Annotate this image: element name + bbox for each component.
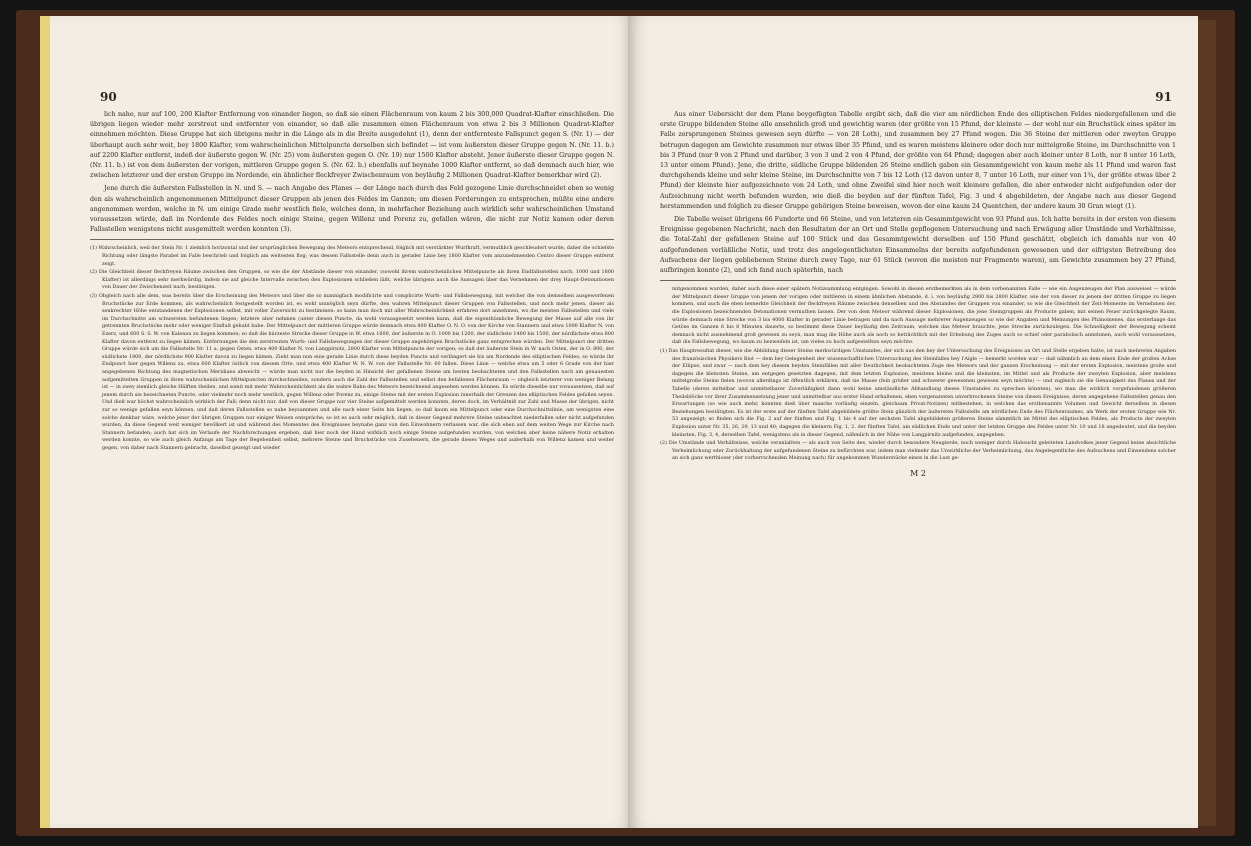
footnote: mitgenommen wurden, daher auch diese einer spätern Notizsammlung entgingen. Sowohl in diesen erstbemerkten als in dem vorbenannten Falle — wie ein Augenzeugen der Plan ausweiset — würde der Mittelpunct dieser Gruppe von jenem der vorigen oder mittleren in einem ähnlichen Abstande, d. i. von beyläufig 2800 bis 2800 Klafter, wie der von dieser zu jenem der dritten Gruppe zu liegen kommen, und auch die eben bemerkte Gleichheit der fleckfreyen Räume zwischen denselben und des Abstandes der Gruppen von einander, so wie die Gleichheit der Zeit-Momente im Vernehmen der, die Explosionen bezeichnenden Detonationen vermuthen lassen. Der von dem Meteor während dieser Explosionen, die jene Steingruppen als Producte gaben, mit seinen Feuer zurückgelegte Raum, würde demnach eine Strecke von 3 bis 4000 Klafter in gerader Linie betragen und da nach Aussage mehrerer Augenzeugen so wie der Angaben und Meinungen des Phänomenes, das ersterlange das Getöse im Ganzen 6 bis 8 Minuten dauerte, so bestimmt diese Dauer beyläufig den Zeitraum, welchen das Meteor brauchte, jene Strecke zurückzulegen. Die Schnelligkeit der Bewegung scheint demnach nicht ausnehmend groß gewesen zu seyn, man mag die Höhe auch als noch so beträchtlich mit der Erhebung des Zuges auch so schief oder parabolisch annehmen, auch wohl voraussetzen, daß die Fallsbewegung, wo kaum zu bezweifeln ist, um vieles zu hoch aufgestellten seyn möchte. bbox=[672, 286, 1176, 346]
left-text-column bbox=[90, 110, 614, 453]
right-page bbox=[628, 16, 1198, 828]
footnote-separator bbox=[660, 280, 1176, 281]
body-paragraph: Die Tabelle weiset übrigens 66 Fundorte und 66 Steine, und von letzteren ein Gesammtgewicht von 93 Pfund aus. Ich hatte bereits in der ersten von diesem Ereignisse gegebenen Nachricht, nach den Resultaten der an Ort und Stelle gepflogenen Untersuchung und nach Erwägung aller Umstände und Verhältnisse, die Total-Zahl der gefallenen Steine auf 100 Stück und das Gesammtgewicht derselben auf 150 Pfund geschätzt, obgleich ich damahls nur von 40 aufgefundenen verläßliche Notiz, und trotz des angelegentlichsten Einsammelns der bereits aufgefundenen gewesenen und der eifrigsten Betreibung des Aufsuchens der liegen gebliebenen Steine durch zwey Tage, nur 61 Stück (wovon die meisten nur Fragmente waren), am Gewichte zusammen bey 27 Pfund, aufbringen konnte (2), und ich fand auch späterhin, nach bbox=[660, 216, 1176, 275]
footnote-separator bbox=[90, 239, 614, 240]
body-paragraph: Jene durch die äußersten Fallsstellen in N. und S. — nach Angabe des Planes — der Länge nach durch das Feld gezogene Linie durchschneidet eben so wenig den als wahrscheinlich angenommenen Mittelpunct dieser Gruppen als jenen des Feldes im Ganzen; um diesen Forderungen zu entsprechen, müßte eine andere angenommen werden, welche in N. um einige Grade mehr westlich fiele, welches denn, in mehrfacher Beziehung auch wirklich sehr wahrscheinlichen Umstand voraussetzen würde, daß im Nordende des Feldes noch einige Steine, gegen Willenz und Porenz zu, gefallen wären, die nicht zur Notiz kamen oder deren Fallsstellen wenigstens nicht ausgemittelt werden konnten (3). bbox=[90, 185, 614, 234]
footnote: (3) Obgleich nach alle dem, was bereits über die Erscheinung des Meteors und über die so mannigfach modificirte und complicirte Wurfs- und Fallsbewegung, mit welcher die von demselben ausgeworfenen Bruchstücke zur Erde kommen, als wahrscheinlich festgestellt worden ist, es wohl unmöglich seyn dürfte, den wahren Mittelpunct dieser Gruppen von Fallsstellen, und noch mehr jenen, dieser als senkrechter Höhe entstandenen der Explosionen selbst, mit voller Zuversicht zu bestimmen: so kann man doch mit aller Wahrscheinlichkeit erfahren dort annehmen, wo die meisten Fallsstellen und viele im Durchschnitte am schwersten befundenen liegen; letztere aber nehmen (unter diesen Puncte, da wohl vorausgesetzt werden kann, daß die eigenthümliche Bewegung der Masse auf alle von ihr getrennten Bruchstücke mehr oder weniger Einfluß gehabt habe. Der Mittelpunct der mittleren Gruppe würde demnach etwa 800 Klafter O. N. O. von der Kirche von Stannern und etwa 1000 Klafter N. von Ezerz, und 600 S. S. W. von Kalenau zu liegen kommen; so daß die kürzeste Strecke dieser Gruppe in W. etwa 1600, der äußerste in O. 1000 bis 1200, der südlichste 1400 bis 1500, der nördlichste etwa 800 Klafter davon entfernt zu liegen kämen. Entfernungen die den zerstreuten Wurfs- und Fallsbewegungen der dieser Gruppe angehörigen Bruchstücke ganz entsprechen würden. Der Mittelpunct der dritten Gruppe würde sich um die Fallsstelle Nr. 11 a. gegen Osten, etwa 400 Klafter N. von Langpirnitz, 2800 Klafter vom Mittelpuncte der vorigen; so daß der äußerste Stein in W. nach Osten, der in O. 800, der südlichste 1800, der nördlichste 900 Klafter davon zu liegen kämen. Zieht man nun eine gerade Linie durch diese beyden Puncte und verlängert sie bis am Nordende des elliptischen Feldes; so würde ihr Endpunct hier gegen Willenz zu, etwa 600 Klafter östlich von diesem Orte, und etwa 400 Klafter W. N. W. von der Fallsstelle Nr. 60 fallen. Diese Linie — welche etwa um 5 oder 6 Grade von der hier angegebenen Richtung des magnetischen Meridians abweicht — würde man nicht nur die beyden in Hinsicht der gefallenen Steine am besten beobachteten und den Fallsstellen nach am genauesten aufgemittelten Gruppen in ihren wahrscheinlichen Mittelpuncten durchschneiden, sondern auch die Zahl der Fallsstellen und selbst den befallenen Flächenraum — obgleich letzterer von weniger Belang ist — in zwey ziemlich gleiche Hälften theilen, und somit mit mehr Wahrscheinlichkeit als die wahre Bahn des Meteors bezeichnend angesehen werden können. Es würde dieselbe nur voraussetzen, daß auf jenem durch sie bezeichneten Puncte, oder vielmehr noch mehr westlich, gegen Willenz oder Porenz zu, einige Steine mit der ersten Explosion innerhalb der Grenzen des elliptischen Feldes gefallen seyen. Und dieß war höchst wahrscheinlich wirklich der Fall; denn nicht nur, daß von dieser Gruppe nur vier Steine aufgemittelt werden konnten, deren doch, im Verhältniß zur Zahl und Masse der übrigen, nicht zur so wenige gefallen seyn können, und daß deren Fallsstellen so nahe beysammen und alle nach einer Seite hin liegen, so daß kaum ein Mittelpunct oder eine Durchschnittslinie, am wenigsten eine solche denkbar wäre, welche jener der übrigen Gruppen nur einiger Weisen entspräche; so ist es auch sehr möglich, daß in dieser Gegend mehrere Steine unbeachtet niederfallen oder nicht aufgefunden wurden, da diese Gegend weit weniger bevölkert ist und während des Momentes des Ereignisses beynahe ganz von den Einwohnern verlassen war, die sich eben auf dem weiten Wege zur Kirche nach Stannern befanden; auch hat sich im Verlaufe der Nachforschungen ergeben, daß hier noch der Hand wirklich noch einige Steine aufgefunden wurden, von welchen aber keine nähere Notiz erhalten werden konnte, so wie auch gleich Anfangs am Tage der Begebenheit selbst, mehrere Steine und Bruchstücke von Zusehenern, die gerade dieses Weges und außerhalb von Willenz kamen und weiter gegen, von daher nach Stannern gebracht, daselbst gezeigt und wieder bbox=[90, 293, 614, 451]
footnote: (2) Die Gleichheit dieser fleckfreyen Räume zwischen den Gruppen, so wie die der Abstände dieser von einander, (sowohl ihrem wahrscheinlichen Mittelpuncte als ihren Endfallsstellen nach, 1000 und 1800 Klafter) ist allerdings sehr merkwürdig, indem sie auf gleiche Intervalle zwischen den Explosionen schließen läßt, welche übrigens auch die Aussagen über das Vernehmen der drey Haupt-Detonationen von Dauer der Zwischenzeit nach, bestätigen. bbox=[90, 269, 614, 291]
footnote: (1) Wahrscheinlich, weil der Stein Nr. 1 ziemlich horizontal und der ursprünglichen Bewegung des Meteors entsprechend, folglich mit verstärkter Wurfkraft, vermuthlich geschleudert wurde, daher die schiefste Richtung oder längste Parabel im Falle beschrieb und folglich am weitesten flog; was dessen Fallsstelle denn auch in gerader Linie bey 1800 Klafter vom anzunehmenden Centro dieser Gruppe entfernt zeigt. bbox=[90, 245, 614, 267]
book-page-edge bbox=[1198, 20, 1216, 826]
right-text-column bbox=[660, 110, 1176, 478]
footnote: (1) Das Hauptresultat dieser, wie die Abbildung dieser Steine merkwürdigen Umstandes, der sich aus den bey der Untersuchung des Ereignisses an Ort und Stelle ergeben hatte, ist nach mehreren Angaben des französischen Physikers Biot — dem bey Gelegenheit der wissenschaftlichen Untersuchung des Steinfalles bey l'Aigle — bemerkt worden war — daß nähmlich an dem einen Ende der großen Achse der Ellipse, und zwar — nach dem bey diesem beyden Steinfällen mit aller Deutlichkeit beobachteten Zuge des Meteors und der ganzen Erscheinung — mit der ersten Explosion, meistens große und dagegen die kleinsten Steine, am entgegen gesetzten dagegen, mit dem letzten Explosion, meistens kleine und die kleinsten, im Mittel und als Producte der zweyten Explosion, aber meistens mittelgroße Steine fielen (wovon allerdings ist öffentlich erklären, daß sie Masse (fein größer und schwerer gewesenen gewesen seyn möchte) — und zugleich sie die Genauigkeit des Planes und der Tabelle (deren mittelbar und unmittelbarer Zuverläßigkeit dann wohl keine umständliche Abhandlung dieses Umstandes zu sprechen könnten), wo man die wirklich vorgefundenen größeren Theilsblöcke vor ihrer Zusammensetzung jener und unmittelbar aus erster Hand erhaltenen, eben vorgenannten unverbrochenen Steine von diesen Ereignisse, deren angegebene Fallsstellen genau den Erwartungen (so wie auch mehr, konnten dieß über manche vorläufig einzeln, gleichsam Privat-Notizen) mitbestehen, in welchen das erstbenannte Volumen und Gewicht derselben in diesen Beziehungen bestätigten. Es ist der erste auf der fünften Tafel abgebildete größte Stein gänzlich der äußersten Fallsstelle am nördlichen Ende des Flächenraumes, als Werk der ersten Gruppe wie Nr. 53 angezeigt; so finden sich die Fig. 2 auf der fünften und Fig. 1 bis 4 auf der sechsten Tafel abgebildeten größeren Steine sämmtlich im Mittel des elliptischen Feldes, als Producte der zweyten Explosion unter Nr. 35, 26, 29, 13 und 40; dagegen die kleinern Fig. 1, 2. der fünften Tafel, am südlichen Ende und unter der letzten Gruppe des Feldes unter Nr. 10 und 18 angedeutet, und die beyden kleinsten, Fig. 3, 4, derselben Tafel, wenigstens als in dieser Gegend, nähmlich in der Nähe von Langpirnitz aufgefunden, angegeben. bbox=[660, 348, 1176, 438]
body-paragraph: Aus einer Uebersicht der dem Plane beygefügten Tabelle ergibt sich, daß die vier am nördlichen Ende des elliptischen Feldes niedergefallenen und die erste Gruppe bildenden Steine alle ansehnlich groß und gewichtig waren (der größte von 15 Pfund, der kleinste — der wohl nur ein Bruchstück eines später im Falle zersprungenen Steines gewesen seyn dürfte — von 28 Loth), und zusammen bey 27 Pfund wogen. Die 36 Steine der mittleren oder zweyten Gruppe betrugen dagegen am Gewichte zusammen nur etwas über 35 Pfund, und es waren meistens kleinere oder doch nur mittelgroße Steine, im Durchschnitte von 1 bis 3 Pfund (nur 9 von 2 Pfund und darüber, 3 von 3 und 2 von 4 Pfund, der größte von 64 Pfund; dagegen aber auch kleiner unter 8 Loth, nur 8 unter 16 Loth, 13 unter einem Pfund). Jene, die dritte, südliche Gruppe bildenden 26 Steine endlich gaben ein Gesammtgewicht von kaum mehr als 11 Pfund und waren fast durchgehends kleine und sehr kleine Steine, im Durchschnitte von 7 bis 12 Loth (12 davon unter 8, 7 unter 16 Loth, nur einer von 1¾, der größte etwas über 2 Pfund) der kleinste hier aufgezeichnete von 24 Loth, und ohne Zweifel sind hier noch weit kleinere gefallen, die aber entweder nicht aufgefunden oder der Aufzeichnung nicht werth befunden wurden, wie dieß die beyden auf der fünften Tafel, Fig. 3 und 4 abgebildeten, der Angabe nach aus dieser Gegend herstammenden und folglich zu dieser Gruppe gehörigen Steine beweisen, wovon der eine kaum 24 Quentchen, der andere kaum 30 Gran wiegt (1). bbox=[660, 111, 1176, 210]
left-page bbox=[40, 16, 634, 828]
signature-mark: M 2 bbox=[910, 468, 926, 478]
body-paragraph: lich nahe, nur auf 100, 200 Klafter Entfernung von einander liegen, so daß sie einen Flächenraum von kaum 2 bis 300,000 Quadrat-Klafter einschließen. Die übrigen liegen wieder mehr zerstreut und entfernter von einander, so daß alle zusammen einen Flächenraum von etwa 2 bis 3 Millionen Quadrat-Klafter einnehmen möchten. Diese Gruppe hat sich übrigens mehr in die Länge als in die Breite ausgedehnt (1), denn der entfernteste Fallspunct gegen S. (Nr. 1) — der überhaupt auch sehr weit, bey 1800 Klafter, vom wahrscheinlichen Mittelpuncte derselben sich befindet — ist vom äußersten dieser Gruppe gegen N. (Nr. 11. b.) auf 2200 Klafter entfernt, indeß der äußerste gegen W. (Nr. 25) vom äußersten gegen O. (Nr. 19) nur 1500 Klafter absteht. Jener äußerste dieser Gruppe gegen N. (Nr. 11. b.) ist von dem äußersten der vorigen, mittleren Gruppe gegen S. (Nr. 62. b.) ebenfalls auf beynahe 1000 Klafter entfernt, so daß demnach auch hier, wie zwischen letzterer und der ersten Gruppe im Nordende, ein ähnlicher fleckfreyer Zwischenraum von beyläufig 2 Millionen Quadrat-Klafter bemerkbar wird (2). bbox=[90, 111, 614, 180]
page-number: 90 bbox=[100, 90, 117, 104]
footnote: (2) Die Umstände und Verhältnisse, welche veranlaßten — als auch von Seite des, wieder durch besondere Neugierde, noch weniger durch Habsucht geleiteten Landvolkes jener Gegend keine absichtliche Verheimlichung oder Zurückhaltung der aufgefundenen Steine zu befürchten war, indem man vielmehr das Unwirkliche der Verheimlichung, das Angelegentliche des Aufsuchens und Einsendens solcher an sich ganz werthloser (der vorherrschenden Meinung nach) für angekommen Wunderstücke einen in die Lust ge- bbox=[660, 440, 1176, 462]
page-number: 91 bbox=[1155, 90, 1172, 104]
